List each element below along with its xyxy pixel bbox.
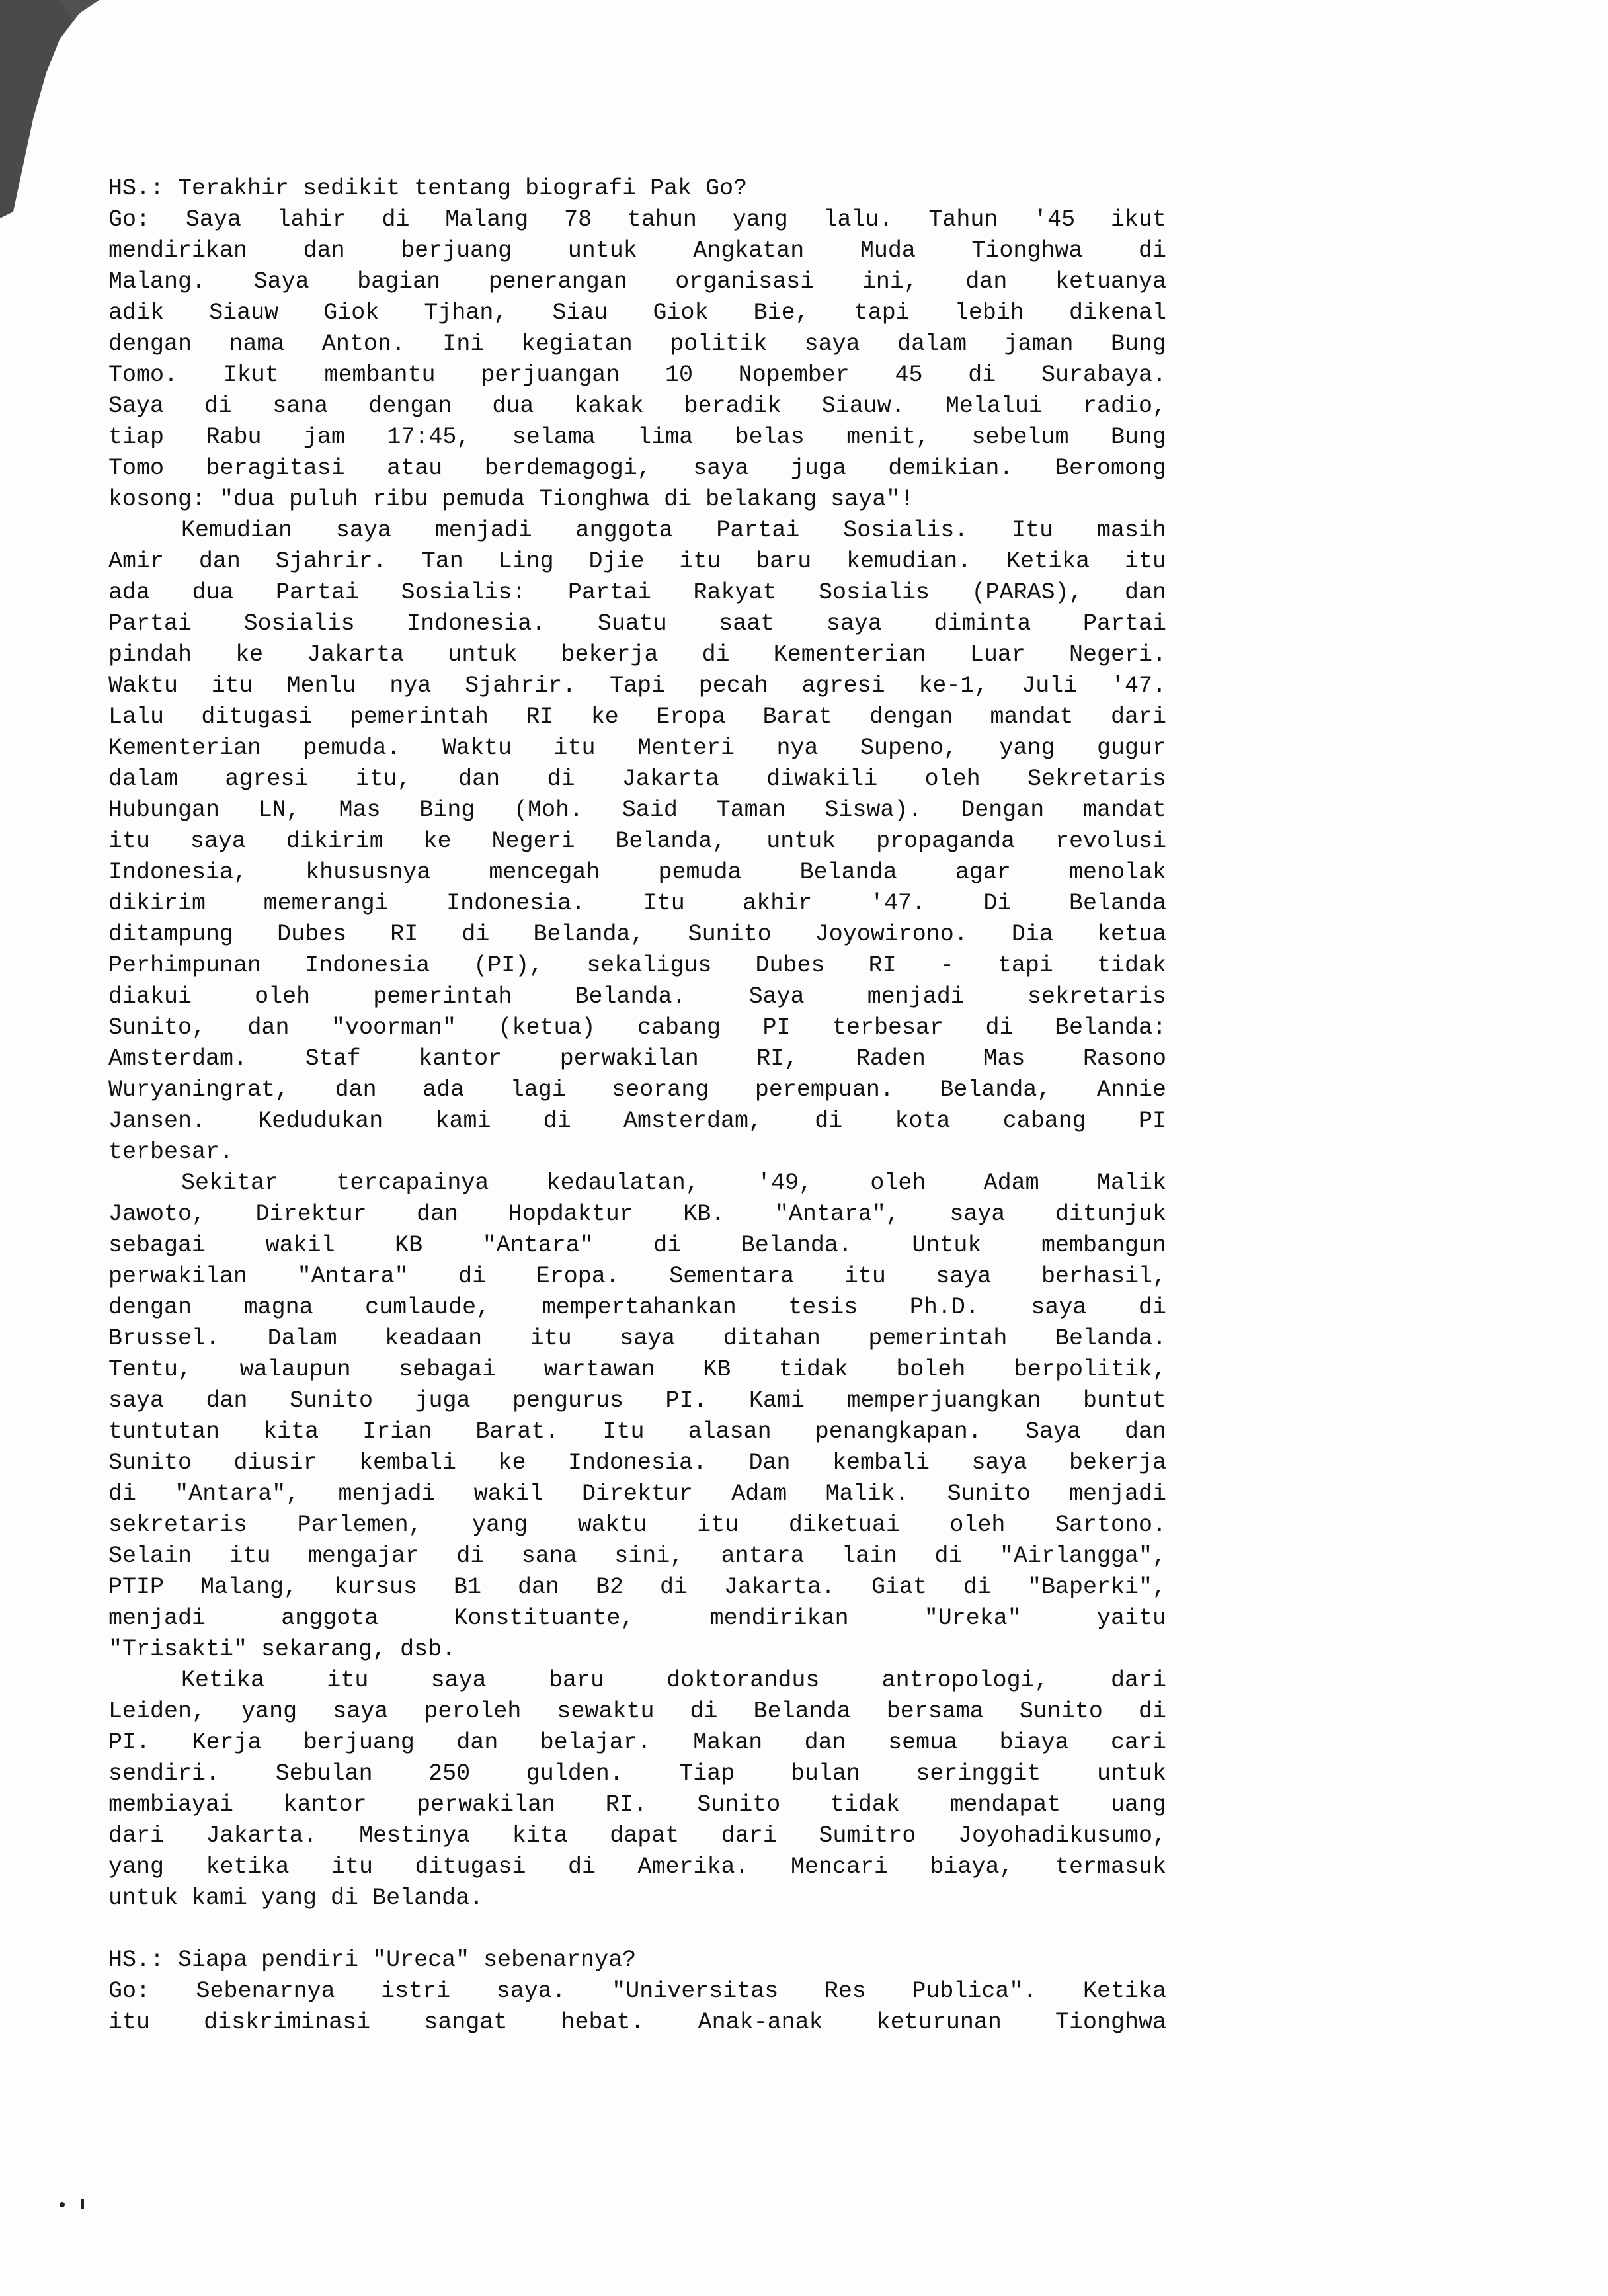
text-line: itu saya dikirim ke Negeri Belanda, untuk propaganda revolusi: [108, 828, 1166, 854]
paragraph: [108, 1168, 1166, 1665]
text-line: Tomo. Ikut membantu perjuangan 10 Nopember 45 di Surabaya.: [108, 362, 1166, 388]
text-line: terbesar.: [108, 1139, 234, 1165]
text-line: Brussel. Dalam keadaan itu saya ditahan pemerintah Belanda.: [108, 1325, 1166, 1352]
document-body: [108, 173, 1166, 2038]
text-line: Hubungan LN, Mas Bing (Moh. Said Taman Siswa). Dengan mandat: [108, 797, 1166, 823]
scan-speck-mark: [54, 2193, 94, 2213]
text-line: Amir dan Sjahrir. Tan Ling Djie itu baru kemudian. Ketika itu: [108, 548, 1166, 575]
text-line: Sunito diusir kembali ke Indonesia. Dan kembali saya bekerja: [108, 1450, 1166, 1476]
text-line: Leiden, yang saya peroleh sewaktu di Belanda bersama Sunito di: [108, 1698, 1166, 1725]
text-line: Indonesia, khususnya mencegah pemuda Belanda agar menolak: [108, 859, 1166, 885]
text-line: Sekitar tercapainya kedaulatan, '49, oleh Adam Malik: [181, 1170, 1166, 1196]
text-line: Jansen. Kedudukan kami di Amsterdam, di kota cabang PI: [108, 1108, 1166, 1134]
text-line: Wuryaningrat, dan ada lagi seorang perempuan. Belanda, Annie: [108, 1077, 1166, 1103]
text-line: PI. Kerja berjuang dan belajar. Makan dan semua biaya cari: [108, 1729, 1166, 1756]
text-line: Kementerian pemuda. Waktu itu Menteri nya Supeno, yang gugur: [108, 735, 1166, 761]
text-line: adik Siauw Giok Tjhan, Siau Giok Bie, tapi lebih dikenal: [108, 300, 1166, 326]
text-line: Amsterdam. Staf kantor perwakilan RI, Raden Mas Rasono: [108, 1046, 1166, 1072]
text-line: menjadi anggota Konstituante, mendirikan "Ureka" yaitu: [108, 1605, 1166, 1631]
text-line: tiap Rabu jam 17:45, selama lima belas menit, sebelum Bung: [108, 424, 1166, 450]
scan-smudge-corner: [0, 0, 99, 218]
text-line: dengan nama Anton. Ini kegiatan politik saya dalam jaman Bung: [108, 331, 1166, 357]
text-line: perwakilan "Antara" di Eropa. Sementara itu saya berhasil,: [108, 1263, 1166, 1290]
text-line: Malang. Saya bagian penerangan organisasi ini, dan ketuanya: [108, 268, 1166, 295]
text-line: Ketika itu saya baru doktorandus antropologi, dari: [181, 1667, 1166, 1694]
text-line: Go: Saya lahir di Malang 78 tahun yang lalu. Tahun '45 ikut: [108, 206, 1166, 233]
paragraph-gap: [108, 1914, 1166, 1945]
text-line: Go: Sebenarnya istri saya. "Universitas Res Publica". Ketika: [108, 1978, 1166, 2004]
text-line: ada dua Partai Sosialis: Partai Rakyat Sosialis (PARAS), dan: [108, 579, 1166, 606]
text-line: Lalu ditugasi pemerintah RI ke Eropa Barat dengan mandat dari: [108, 704, 1166, 730]
text-line: pindah ke Jakarta untuk bekerja di Kementerian Luar Negeri.: [108, 641, 1166, 668]
text-line: Sunito, dan "voorman" (ketua) cabang PI terbesar di Belanda:: [108, 1014, 1166, 1041]
text-line: dalam agresi itu, dan di Jakarta diwakili oleh Sekretaris: [108, 766, 1166, 792]
text-line: "Trisakti" sekarang, dsb.: [108, 1636, 456, 1662]
text-line: sekretaris Parlemen, yang waktu itu diketuai oleh Sartono.: [108, 1512, 1166, 1538]
text-line: saya dan Sunito juga pengurus PI. Kami memperjuangkan buntut: [108, 1387, 1166, 1414]
text-line: dari Jakarta. Mestinya kita dapat dari Sumitro Joyohadikusumo,: [108, 1823, 1166, 1849]
text-line: PTIP Malang, kursus B1 dan B2 di Jakarta. Giat di "Baperki",: [108, 1574, 1166, 1600]
interview-exchange: [108, 173, 1166, 515]
text-line: tuntutan kita Irian Barat. Itu alasan penangkapan. Saya dan: [108, 1418, 1166, 1445]
text-line: itu diskriminasi sangat hebat. Anak-anak keturunan Tionghwa: [108, 2009, 1166, 2035]
text-line: kosong: "dua puluh ribu pemuda Tionghwa di belakang saya"!: [108, 486, 914, 512]
text-line: dengan magna cumlaude, mempertahankan tesis Ph.D. saya di: [108, 1294, 1166, 1321]
text-line: ditampung Dubes RI di Belanda, Sunito Joyowirono. Dia ketua: [108, 921, 1166, 948]
paragraph: [108, 1665, 1166, 1914]
text-line: membiayai kantor perwakilan RI. Sunito tidak mendapat uang: [108, 1791, 1166, 1818]
text-line: yang ketika itu ditugasi di Amerika. Mencari biaya, termasuk: [108, 1854, 1166, 1880]
text-line: di "Antara", menjadi wakil Direktur Adam Malik. Sunito menjadi: [108, 1481, 1166, 1507]
text-line: HS.: Terakhir sedikit tentang biografi Pak Go?: [108, 175, 748, 202]
text-line: dikirim memerangi Indonesia. Itu akhir '47. Di Belanda: [108, 890, 1166, 917]
text-line: Tomo beragitasi atau berdemagogi, saya juga demikian. Beromong: [108, 455, 1166, 481]
paragraph: [108, 515, 1166, 1168]
text-line: Saya di sana dengan dua kakak beradik Siauw. Melalui radio,: [108, 393, 1166, 419]
text-line: HS.: Siapa pendiri "Ureca" sebenarnya?: [108, 1947, 637, 1973]
text-line: Perhimpunan Indonesia (PI), sekaligus Dubes RI - tapi tidak: [108, 952, 1166, 979]
text-line: Partai Sosialis Indonesia. Suatu saat saya diminta Partai: [108, 610, 1166, 637]
text-line: diakui oleh pemerintah Belanda. Saya menjadi sekretaris: [108, 983, 1166, 1010]
text-line: Selain itu mengajar di sana sini, antara lain di "Airlangga",: [108, 1543, 1166, 1569]
text-line: Tentu, walaupun sebagai wartawan KB tidak boleh berpolitik,: [108, 1356, 1166, 1383]
text-line: Kemudian saya menjadi anggota Partai Sosialis. Itu masih: [181, 517, 1166, 544]
text-line: mendirikan dan berjuang untuk Angkatan Muda Tionghwa di: [108, 237, 1166, 264]
interview-exchange: [108, 1945, 1166, 2038]
text-line: untuk kami yang di Belanda.: [108, 1885, 484, 1911]
text-line: Waktu itu Menlu nya Sjahrir. Tapi pecah agresi ke-1, Juli '47.: [108, 673, 1166, 699]
text-line: sendiri. Sebulan 250 gulden. Tiap bulan seringgit untuk: [108, 1760, 1166, 1787]
text-line: Jawoto, Direktur dan Hopdaktur KB. "Antara", saya ditunjuk: [108, 1201, 1166, 1227]
text-line: sebagai wakil KB "Antara" di Belanda. Untuk membangun: [108, 1232, 1166, 1258]
